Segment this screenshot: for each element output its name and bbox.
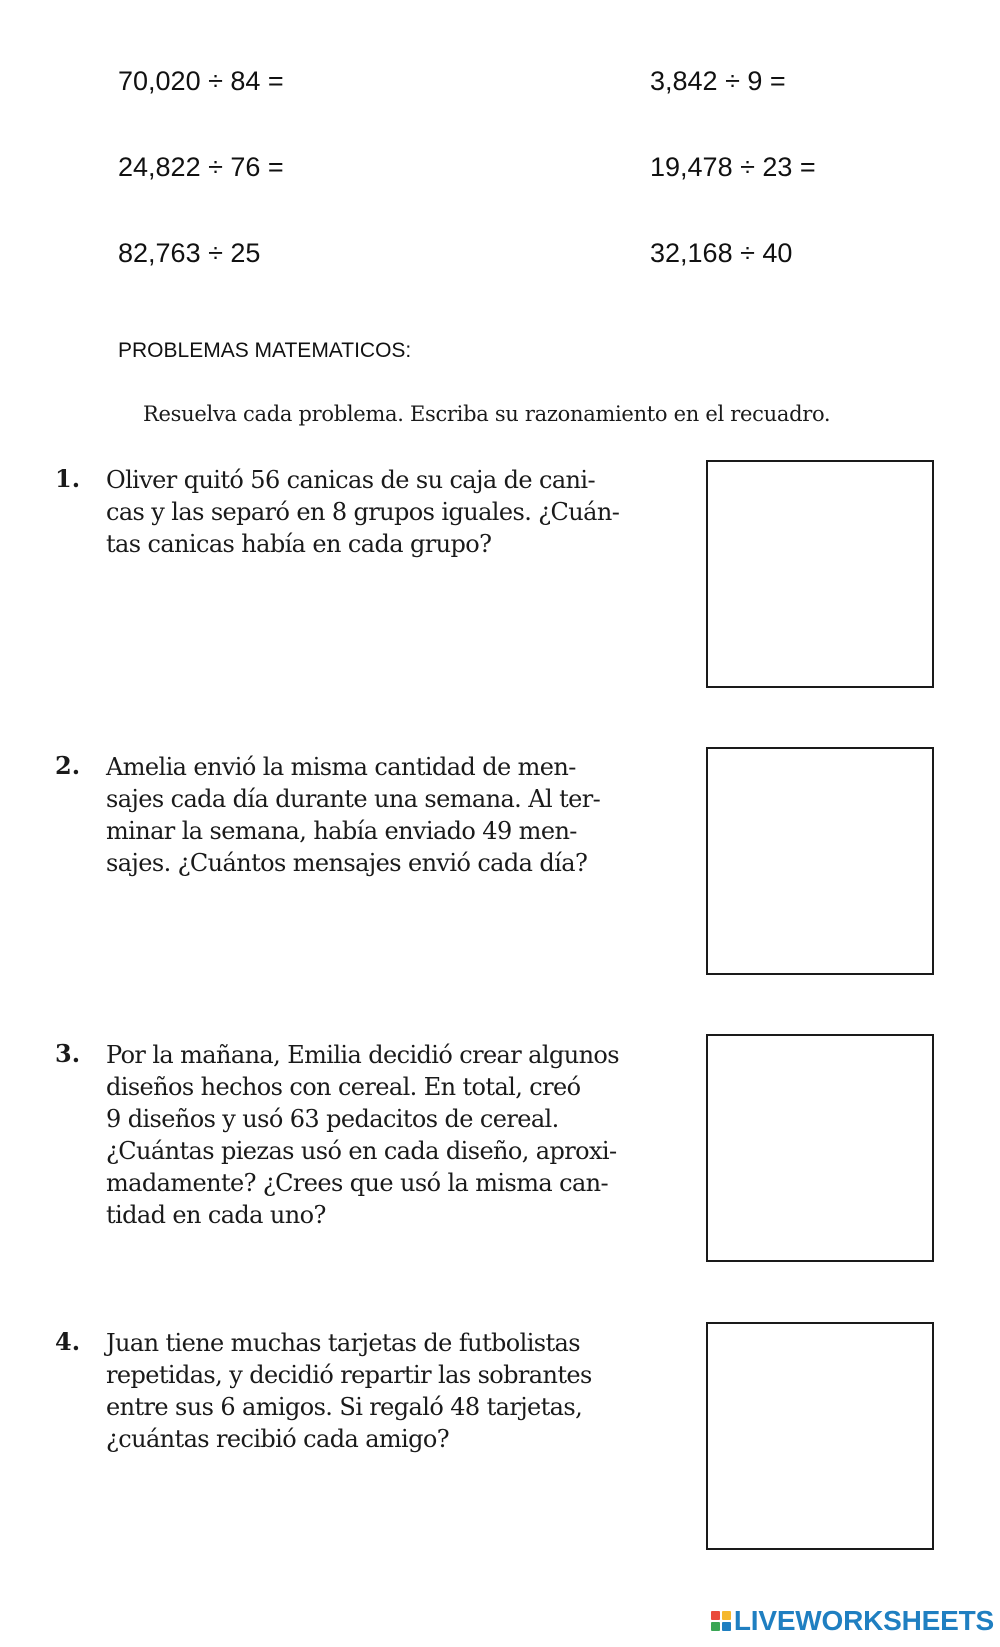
problem-text <box>106 1327 676 1455</box>
logo-mark-cell <box>722 1611 731 1620</box>
problem-line: ¿Cuántas piezas usó en cada diseño, aproxi- <box>106 1137 617 1165</box>
problem-line: cas y las separó en 8 grupos iguales. ¿Cuán- <box>106 498 620 526</box>
problem-line: ¿cuántas recibió cada amigo? <box>106 1425 450 1453</box>
logo-mark-cell <box>722 1622 731 1631</box>
division-exercise: 3,842 ÷ 9 = <box>650 66 786 96</box>
division-exercise: 24,822 ÷ 76 = <box>118 152 284 182</box>
problem-line: minar la semana, había enviado 49 men- <box>106 817 577 845</box>
problem-text <box>106 464 676 560</box>
problem-line: entre sus 6 amigos. Si regaló 48 tarjetas, <box>106 1393 583 1421</box>
division-exercise: 19,478 ÷ 23 = <box>650 152 816 182</box>
problem-text <box>106 1039 676 1231</box>
answer-box[interactable] <box>706 1322 934 1550</box>
instructions: Resuelva cada problema. Escriba su razonamiento en el recuadro. <box>143 402 831 426</box>
logo-mark-cell <box>711 1611 720 1620</box>
problem-line: 9 diseños y usó 63 pedacitos de cereal. <box>106 1105 559 1133</box>
problem-line: Oliver quitó 56 canicas de su caja de cani- <box>106 466 595 494</box>
problem-number: 3. <box>55 1039 81 1068</box>
logo-text: LIVEWORKSHEETS <box>733 1605 994 1636</box>
problem-text <box>106 751 676 879</box>
section-heading: PROBLEMAS MATEMATICOS: <box>118 339 412 362</box>
division-exercise: 32,168 ÷ 40 <box>650 238 793 268</box>
division-exercise: 82,763 ÷ 25 <box>118 238 261 268</box>
problem-line: repetidas, y decidió repartir las sobrantes <box>106 1361 592 1389</box>
answer-box[interactable] <box>706 747 934 975</box>
problem-line: Amelia envió la misma cantidad de men- <box>106 753 576 781</box>
problem-line: sajes cada día durante una semana. Al ter- <box>106 785 601 813</box>
problem-number: 4. <box>55 1327 81 1356</box>
division-exercise: 70,020 ÷ 84 = <box>118 66 284 96</box>
problem-number: 1. <box>55 464 81 493</box>
answer-box[interactable] <box>706 460 934 688</box>
problem-line: Juan tiene muchas tarjetas de futbolistas <box>106 1329 580 1357</box>
liveworksheets-logo-icon <box>711 1611 731 1631</box>
problem-number: 2. <box>55 751 81 780</box>
problem-line: tidad en cada uno? <box>106 1201 326 1229</box>
problem-line: Por la mañana, Emilia decidió crear algunos <box>106 1041 619 1069</box>
logo-mark-cell <box>711 1622 720 1631</box>
problem-line: diseños hechos con cereal. En total, creó <box>106 1073 581 1101</box>
answer-box[interactable] <box>706 1034 934 1262</box>
problem-line: tas canicas había en cada grupo? <box>106 530 492 558</box>
problem-line: sajes. ¿Cuántos mensajes envió cada día? <box>106 849 588 877</box>
problem-line: madamente? ¿Crees que usó la misma can- <box>106 1169 609 1197</box>
liveworksheets-logo <box>711 1605 994 1637</box>
